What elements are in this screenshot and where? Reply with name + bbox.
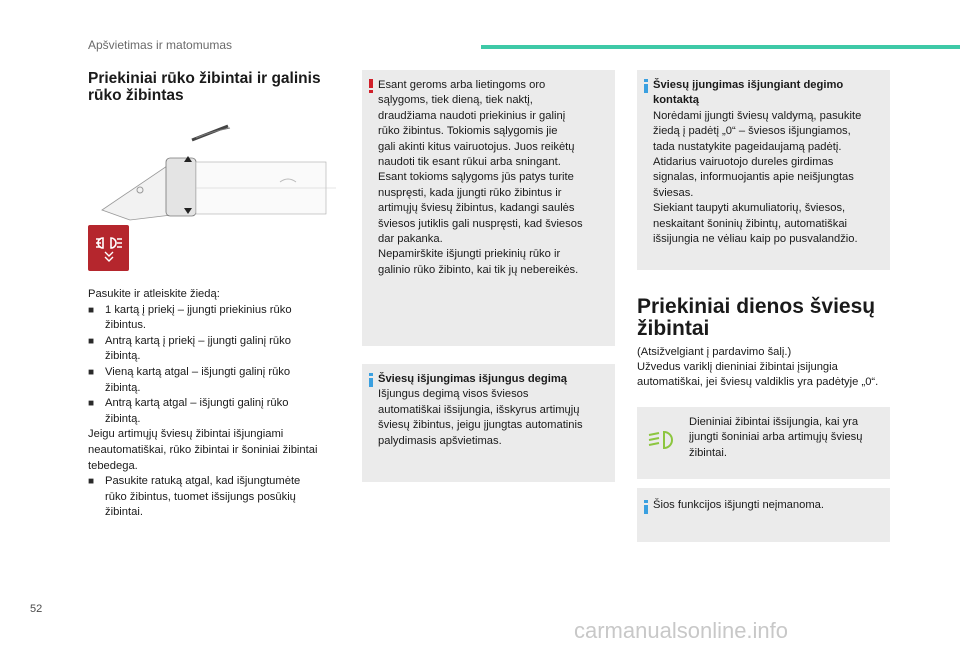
paragraph-text: Jeigu artimųjų šviesų žibintai išjungiami neautomatiškai, rūko žibintai ir šoniniai žibintai tebedega. [88, 428, 318, 472]
drl-heading: Priekiniai dienos šviesų žibintai [637, 295, 876, 340]
fog-lights-instructions [88, 287, 346, 521]
fog-lights-section [88, 70, 343, 104]
list-item: ■ Antrą kartą atgal – išjungti galinį rūko žibintą. [88, 397, 289, 425]
warning-box [362, 70, 615, 346]
fog-light-symbol-box [88, 225, 129, 271]
drl-icon-box [637, 407, 890, 479]
intro-text: Pasukite ir atleiskite žiedą: [88, 288, 220, 300]
bullet-marker-icon: ■ [88, 335, 95, 347]
list-item: ■ Vieną kartą atgal – išjungti galinį rūko žibintą. [88, 365, 291, 394]
list-item: ■ Antrą kartą į priekį – įjungti galinį rūko žibintą. [88, 334, 291, 363]
info-icon [644, 79, 648, 93]
info-text: Šviesų išjungimas išjungus degimą Išjungus degimą visos šviesos automatiškai išsijungia, išskyrus artimųjų šviesų žibintus, jeigu įjungtas automatinis palydimasis apšvietimas. [378, 373, 583, 447]
info-box-ignition-off [362, 364, 615, 482]
drl-icon-text: Dieniniai žibintai išsijungia, kai yra įjungti šoniniai arba artimųjų šviesų žibintai. [689, 416, 863, 459]
list-item: ■ Pasukite ratuką atgal, kad išjungtumėte rūko žibintus, tuomet išsijungs posūkių žibintai. [88, 475, 301, 519]
warning-text: Esant geroms arba lietingoms oro sąlygoms, tiek dieną, tiek naktį, draudžiama naudoti priekinius ir galinį rūko žibintus. Tokiomis sąlygomis jie gali akinti kitus vairuotojus. Juos reikėtų naudoti tik esant rūkui arba sningant. Esant tokioms sąlygoms jūs patys turite nuspręsti, kada įjungti rūko žibintus ir artimųjų šviesų žibintus, kadangi saulės šviesos jutiklis gali nuspręsti, kad šviesos dar pakanka. Nepamirškite išjungti priekinių rūko ir galinio rūko žibinto, kai tik jų nebereikės. [378, 79, 583, 276]
info-text: Šios funkcijos išjungti neįmanoma. [653, 499, 825, 511]
info-box-lights-on-ignition-off [637, 70, 890, 270]
header-accent-bar [481, 45, 960, 49]
list-item: ■ 1 kartą į priekį – įjungti priekinius rūko žibintus. [88, 303, 292, 332]
info-box-cannot-disable [637, 488, 890, 542]
fog-lights-heading-line2: rūko žibintas [88, 87, 184, 104]
section-header-title: Apšvietimas ir matomumas [88, 38, 233, 52]
fog-light-icon [93, 233, 125, 263]
page-number: 52 [30, 603, 43, 615]
info-icon [644, 500, 648, 514]
bullet-marker-icon: ■ [88, 304, 95, 316]
bullet-marker-icon: ■ [88, 476, 95, 488]
info-icon [369, 373, 373, 387]
watermark: carmanualsonline.info [574, 618, 789, 643]
fog-lights-heading [88, 70, 343, 104]
daytime-running-light-icon [647, 427, 675, 453]
bullet-marker-icon: ■ [88, 366, 95, 378]
info-text: Šviesų įjungimas išjungiant degimo kontaktą Norėdami įjungti šviesų valdymą, pasukite žiedą į padėtį „0“ – šviesos išjungiamos, tada nustatykite pageidaujamą padėtį. Atidarius vairuotojo dureles girdimas signalas, informuojantis apie neišjungtas šviesas. Siekiant taupyti akumuliatorių, šviesos, neskaitant šoninių žibintų, automatiškai išsijungia ne vėliau kaip po pusvalandžio. [653, 79, 862, 246]
fog-lights-heading-line1: Priekiniai rūko žibintai ir galinis [88, 70, 321, 87]
exclamation-icon [369, 79, 373, 93]
drl-description: (Atsižvelgiant į pardavimo šalį.) Užvedus variklį dieniniai žibintai įsijungia automatiškai, jei šviesų valdiklis yra padėtyje „0“. [637, 346, 879, 389]
light-stalk-illustration [100, 112, 340, 232]
bullet-marker-icon: ■ [88, 398, 95, 410]
